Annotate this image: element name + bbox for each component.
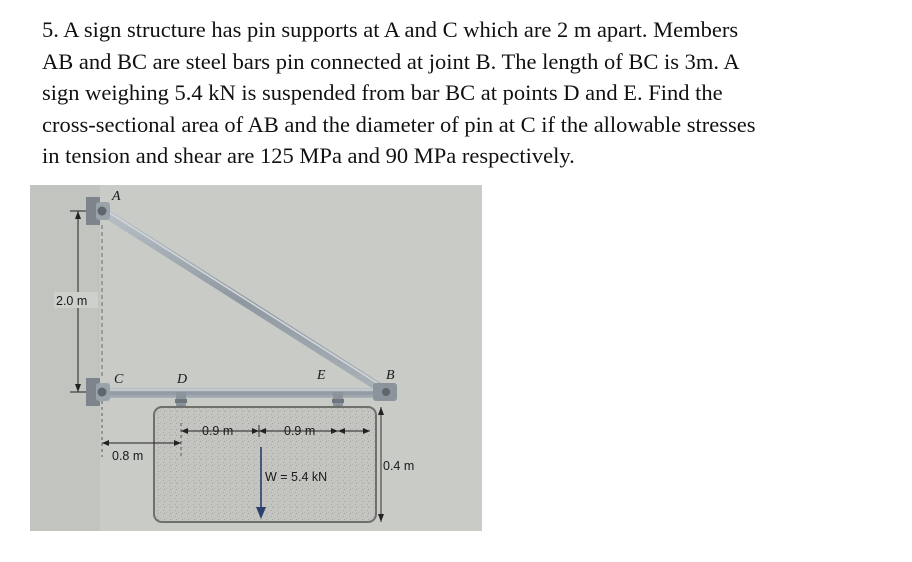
label-a: A bbox=[112, 189, 121, 204]
label-weight: W = 5.4 kN bbox=[265, 470, 328, 484]
wall bbox=[30, 185, 100, 531]
problem-line: AB and BC are steel bars pin connected at joint B. The length of BC is 3m. A bbox=[42, 48, 740, 74]
problem-line: 5. A sign structure has pin supports at A and C which are 2 m apart. Members bbox=[42, 17, 739, 42]
problem-line: in tension and shear are 125 MPa and 90 MPa respectively. bbox=[42, 143, 575, 168]
label-span-1: 0.9 m bbox=[202, 424, 234, 438]
label-height: 2.0 m bbox=[56, 294, 88, 308]
label-e: E bbox=[317, 368, 326, 383]
sign-panel bbox=[154, 407, 376, 522]
label-c: C bbox=[114, 372, 124, 387]
label-span-2: 0.9 m bbox=[284, 424, 316, 438]
joint-b bbox=[373, 383, 397, 401]
label-d: D bbox=[177, 372, 188, 387]
label-sign-height: 0.4 m bbox=[383, 459, 415, 473]
label-b: B bbox=[386, 368, 395, 383]
problem-statement bbox=[42, 14, 892, 172]
sign-structure-figure bbox=[30, 185, 482, 531]
label-offset: 0.8 m bbox=[112, 449, 144, 463]
problem-line: cross-sectional area of AB and the diameter of pin at C if the allowable stresses bbox=[42, 111, 756, 137]
problem-line: sign weighing 5.4 kN is suspended from bar BC at points D and E. Find the bbox=[42, 80, 723, 105]
